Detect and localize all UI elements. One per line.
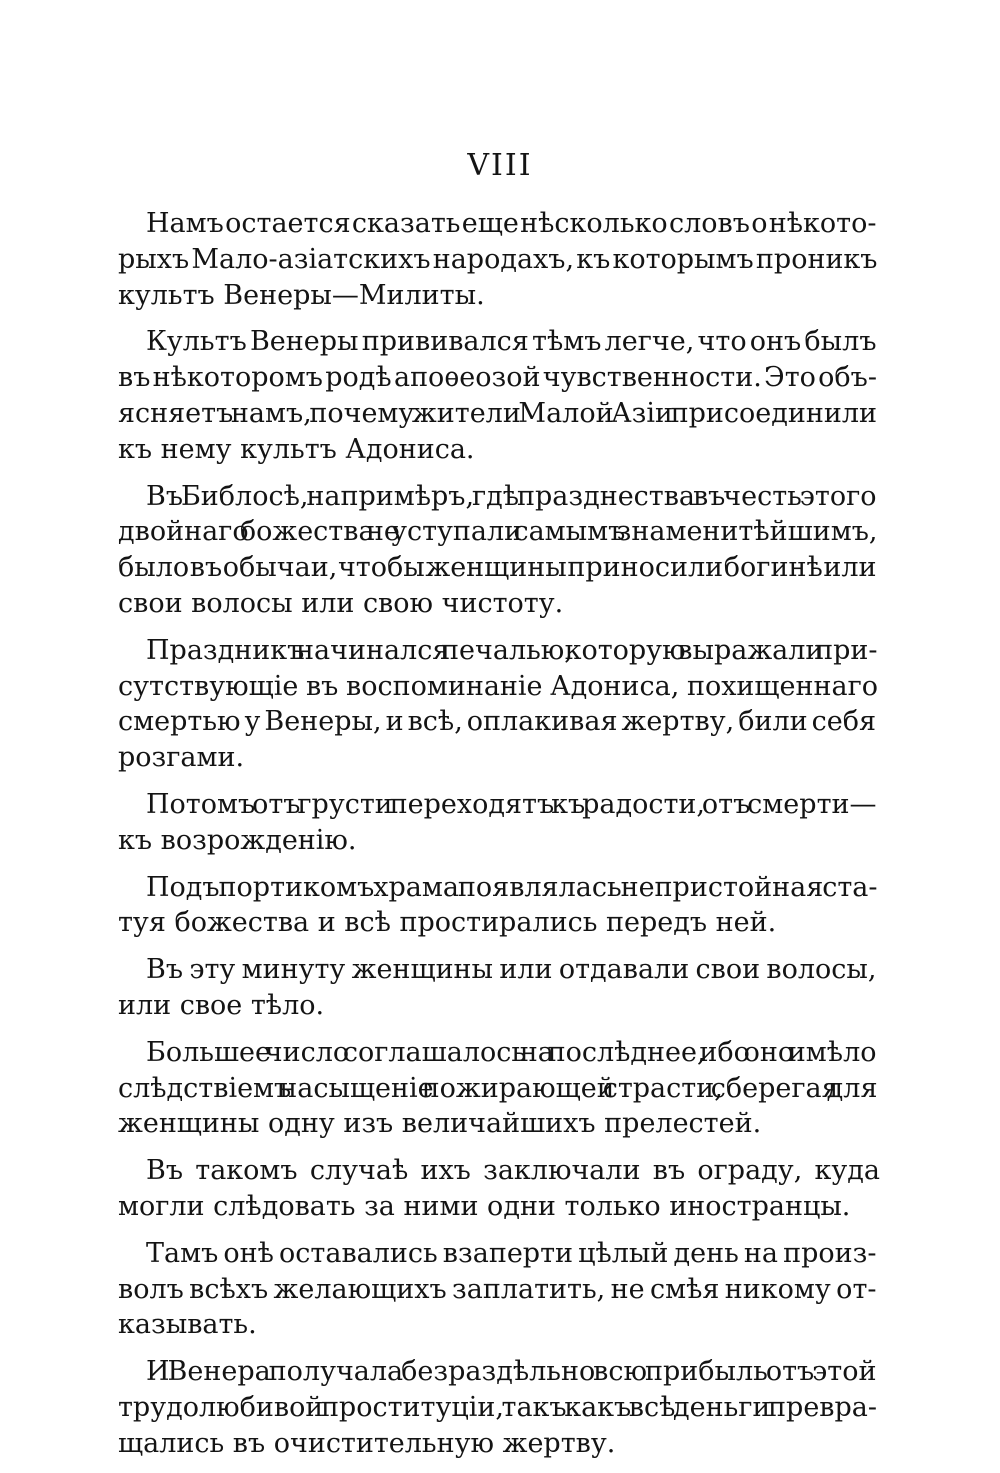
text-line: культъ Венеры—Милиты.: [118, 279, 485, 311]
text-line: ясняетъ намъ, почему жители Малой Азіи присоединили: [118, 397, 877, 429]
text-line: слѣдствіемъ насыщеніе пожирающей страсти, сберегая для: [118, 1072, 878, 1104]
text-line: смертью у Венеры, и всѣ, оплакивая жертву, били себя: [118, 706, 876, 738]
text-line: къ нему культъ Адониса.: [118, 433, 475, 465]
paragraph-8: [118, 1035, 880, 1142]
text-line: туя божества и всѣ простирались передъ ней.: [118, 907, 777, 939]
paragraph-4: [118, 633, 880, 776]
text-line: розгами.: [118, 742, 245, 774]
paragraph-10: [118, 1236, 880, 1343]
text-line: рыхъ Мало-азіатскихъ народахъ, къ которымъ проникъ: [118, 243, 878, 275]
text-line: Праздникъ начинался печалью, которую выражали при-: [146, 634, 878, 666]
text-line: Въ эту минуту женщины или отдавали свои волосы,: [146, 954, 877, 986]
text-line: Культъ Венеры прививался тѣмъ легче, что онъ былъ: [146, 326, 877, 358]
text-line: Въ такомъ случаѣ ихъ заключали въ ограду, куда: [146, 1155, 880, 1187]
paragraph-7: [118, 952, 880, 1024]
text-line: свои волосы или свою чистоту.: [118, 587, 564, 619]
text-line: волъ всѣхъ желающихъ заплатить, не смѣя никому от-: [118, 1273, 877, 1305]
text-line: къ возрожденію.: [118, 824, 357, 856]
paragraph-5: [118, 787, 880, 859]
text-line: казывать.: [118, 1309, 257, 1341]
text-line: двойнаго божества не уступали самымъ знаменитѣйшимъ,: [118, 516, 878, 548]
text-line: трудолюбивой проституціи, такъ какъ всѣ деньги превра-: [118, 1391, 877, 1423]
paragraph-2: [118, 324, 880, 467]
chapter-heading: VIII: [467, 148, 533, 183]
body-text: [118, 206, 880, 1473]
paragraph-6: [118, 870, 880, 942]
text-line: Намъ остается сказать еще нѣсколько словъ о нѣкото-: [146, 208, 877, 239]
text-line: Въ Библосѣ, напримѣръ, гдѣ празднества въ честь этого: [146, 480, 877, 512]
text-line: могли слѣдовать за ними одни только иностранцы.: [118, 1190, 851, 1222]
text-line: Подъ портикомъ храма появлялась непристойная ста-: [146, 871, 878, 903]
paragraph-3: [118, 479, 880, 622]
text-line: И Венера получала безраздѣльно всю прибыль отъ этой: [146, 1356, 877, 1388]
text-line: женщины одну изъ величайшихъ прелестей.: [118, 1108, 762, 1140]
paragraph-1: [118, 206, 880, 313]
text-line: Тамъ онѣ оставались взаперти цѣлый день на произ-: [146, 1237, 877, 1269]
text-line: сутствующіе въ воспоминаніе Адониса, похищеннаго: [118, 670, 878, 702]
text-line: щались въ очистительную жертву.: [118, 1427, 616, 1459]
paragraph-11: [118, 1354, 880, 1461]
paragraph-9: [118, 1153, 880, 1225]
text-line: Потомъ отъ грусти переходятъ къ радости, отъ смерти—: [146, 788, 877, 820]
text-line: или свое тѣло.: [118, 989, 325, 1021]
text-line: Большее число соглашалось на послѣднее, ибо оно имѣло: [146, 1036, 877, 1068]
text-line: было въ обычаи, чтобы женщины приносили богинѣ или: [118, 552, 877, 584]
text-line: въ нѣкоторомъ родѣ апоѳеозой чувственности. Это объ-: [118, 362, 877, 394]
